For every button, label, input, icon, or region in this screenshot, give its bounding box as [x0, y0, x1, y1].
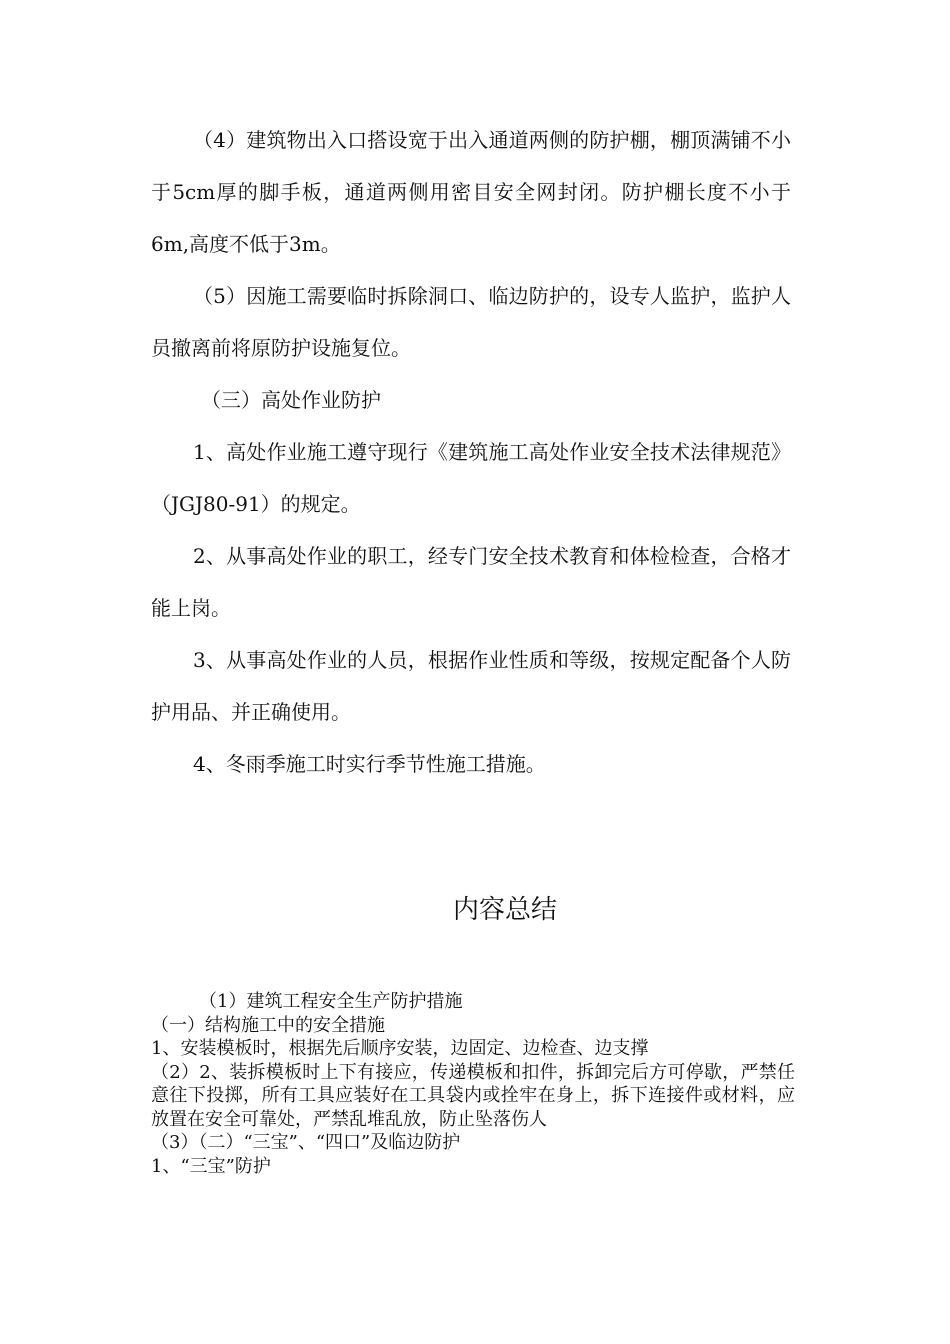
summary-line: 1、安装模板时，根据先后顺序安装，边固定、边检查、边支撑 — [151, 1038, 649, 1059]
summary-line: （2）2、装拆模板时上下有接应，传递模板和扣件，拆卸完后方可停歇，严禁任意往下投掷，所有工具应装好在工具袋内或拴牢在身上，拆下连接件或材料，应放置在安全可靠处，严禁乱堆乱放，防止坠落伤人 — [151, 1061, 795, 1130]
paragraph-item-1: 1、高处作业施工遵守现行《建筑施工高处作业安全技术法律规范》（JGJ80-91）的规定。 — [151, 440, 791, 516]
summary-body — [151, 990, 795, 1178]
summary-line: （1）建筑工程安全生产防护措施 — [199, 991, 463, 1012]
summary-line: 1、“三宝”防护 — [151, 1155, 271, 1177]
summary-line: （3）（二）“三宝”、“四口”及临边防护 — [151, 1132, 461, 1153]
paragraph-item-4: 4、冬雨季施工时实行季节性施工措施。 — [193, 752, 546, 776]
section-heading-height-work: （三）高处作业防护 — [201, 388, 381, 412]
paragraph-temporary-removal: （5）因施工需要临时拆除洞口、临边防护的，设专人监护，监护人员撤离前将原防护设施复位。 — [151, 284, 791, 360]
summary-title: 内容总结 — [452, 895, 557, 925]
summary-line: （一）结构施工中的安全措施 — [151, 1014, 385, 1036]
paragraph-entrance-shelter: （4）建筑物出入口搭设宽于出入通道两侧的防护棚，棚顶满铺不小于5cm厚的脚手板，通道两侧用密目安全网封闭。防护棚长度不小于6m,高度不低于3m。 — [151, 128, 791, 256]
body-text — [151, 114, 791, 790]
paragraph-item-3: 3、从事高处作业的人员，根据作业性质和等级，按规定配备个人防护用品、并正确使用。 — [151, 648, 791, 724]
paragraph-item-2: 2、从事高处作业的职工，经专门安全技术教育和体检检查，合格才能上岗。 — [151, 544, 791, 620]
